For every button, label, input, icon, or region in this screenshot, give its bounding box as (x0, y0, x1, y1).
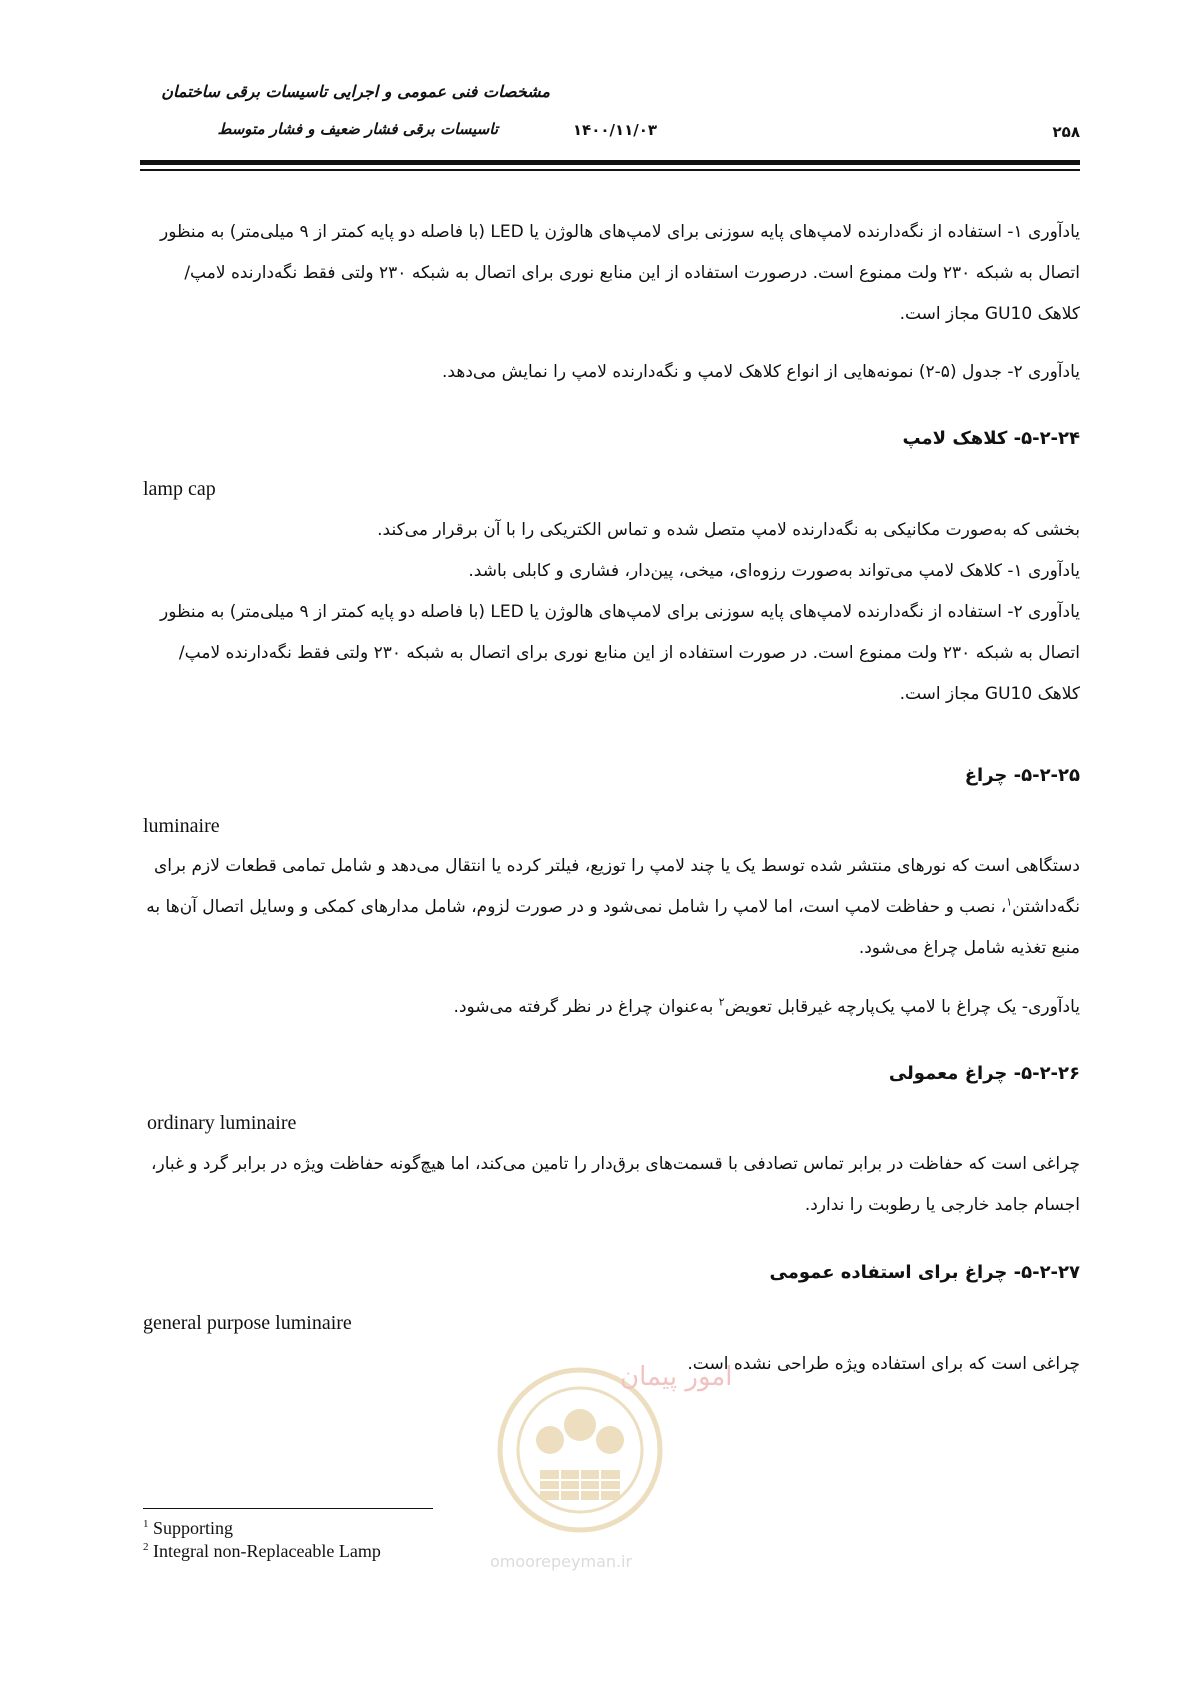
section-heading-general-purpose-luminaire: ۵-۲-۲۷- چراغ برای استفاده عمومی (769, 1262, 1080, 1283)
watermark-url: omoorepeyman.ir (490, 1552, 633, 1571)
luminaire-note (143, 987, 1080, 1028)
english-term-ordinary-luminaire: ordinary luminaire (147, 1112, 297, 1134)
luminaire-definition-part-b: ، نصب و حفاظت لامپ است، اما لامپ را شامل نمی‌شود و در صورت لزوم، شامل مدارهای کمکی و وسایل اتصال آن‌ها به منبع تغذیه شامل چراغ می‌شود. (146, 897, 1080, 958)
lamp-cap-definition: بخشی که به‌صورت مکانیکی به نگه‌دارنده لامپ متصل شده و تماس الکتریکی را با آن برقرار می‌کند. (377, 520, 1080, 540)
intro-note-1: یادآوری ۱- استفاده از نگه‌دارنده لامپ‌های پایه سوزنی برای لامپ‌های هالوژن یا LED (با فاصله دو پایه کمتر از ۹ میلی‌متر) به منظور اتصال به شبکه ۲۳۰ ولت ممنوع است. درصورت استفاده از این منابع نوری برای اتصال به شبکه ۲۳۰ ولتی فقط نگه‌دارنده لامپ/کلاهک GU10 مجاز است. (159, 222, 1080, 324)
luminaire-note-part-b: به‌عنوان چراغ در نظر گرفته می‌شود. (453, 997, 719, 1017)
english-term-luminaire: luminaire (143, 815, 220, 837)
footnote-1-text: Supporting (153, 1518, 234, 1538)
footnote-2 (143, 1541, 381, 1562)
luminaire-definition-part-a: دستگاهی است که نورهای منتشر شده توسط یک یا چند لامپ را توزیع، فیلتر کرده یا انتقال می‌دهد و شامل تمامی قطعات لازم برای نگه‌داشتن (153, 856, 1080, 917)
footnote-ref-1[interactable]: ۱ (1006, 895, 1013, 909)
footnote-ref-2[interactable]: ۲ (718, 995, 725, 1009)
document-title: مشخصات فنی عمومی و اجرایی تاسیسات برقی ساختمان (161, 82, 550, 101)
document-date: ۱۴۰۰/۱۱/۰۳ (572, 121, 658, 139)
ordinary-luminaire-definition: چراغی است که حفاظت در برابر تماس تصادفی با قسمت‌های برق‌دار را تامین می‌کند، اما هیچ‌گونه حفاظت ویژه در برابر گرد و غبار، اجسام جامد خارجی یا رطوبت را ندارد. (151, 1154, 1080, 1215)
intro-note-2: یادآوری ۲- جدول (۵-۲) نمونه‌هایی از انواع کلاهک لامپ و نگه‌دارنده لامپ را نمایش می‌دهد. (442, 362, 1080, 382)
footnote-2-text: Integral non-Replaceable Lamp (153, 1541, 381, 1561)
document-subtitle: تاسیسات برقی فشار ضعیف و فشار متوسط (217, 120, 498, 138)
lamp-cap-note-1: یادآوری ۱- کلاهک لامپ می‌تواند به‌صورت رزوه‌ای، میخی، پین‌دار، فشاری و کابلی باشد. (468, 561, 1080, 581)
footnote-2-mark: 2 (143, 1541, 149, 1553)
section-heading-luminaire: ۵-۲-۲۵- چراغ (964, 765, 1080, 786)
footnote-1 (143, 1518, 233, 1539)
header-rule-thick (140, 160, 1080, 165)
lamp-cap-note-2: یادآوری ۲- استفاده از نگه‌دارنده لامپ‌های پایه سوزنی برای لامپ‌های هالوژن یا LED (با فاصله دو پایه کمتر از ۹ میلی‌متر) به منظور اتصال به شبکه ۲۳۰ ولت ممنوع است. در صورت استفاده از این منابع نوری برای اتصال به شبکه ۲۳۰ ولتی فقط نگه‌دارنده لامپ/کلاهک GU10 مجاز است. (159, 602, 1080, 704)
page-number: ۲۵۸ (1052, 123, 1080, 141)
section-heading-ordinary-luminaire: ۵-۲-۲۶- چراغ معمولی (888, 1063, 1080, 1084)
english-term-lamp-cap: lamp cap (143, 478, 216, 500)
luminaire-definition (143, 846, 1080, 969)
footnote-rule (143, 1508, 433, 1509)
general-purpose-luminaire-definition: چراغی است که برای استفاده ویژه طراحی نشده است. (687, 1354, 1080, 1374)
header-rule-thin (140, 169, 1080, 171)
watermark-logo-icon (480, 1345, 750, 1575)
watermark-logo-text: امور پیمان (620, 1362, 733, 1392)
luminaire-note-part-a: یادآوری- یک چراغ با لامپ یک‌پارچه غیرقابل تعویض (724, 997, 1080, 1017)
english-term-general-purpose-luminaire: general purpose luminaire (143, 1312, 352, 1334)
footnote-1-mark: 1 (143, 1518, 149, 1530)
section-heading-lamp-cap: ۵-۲-۲۴- کلاهک لامپ (902, 428, 1080, 449)
